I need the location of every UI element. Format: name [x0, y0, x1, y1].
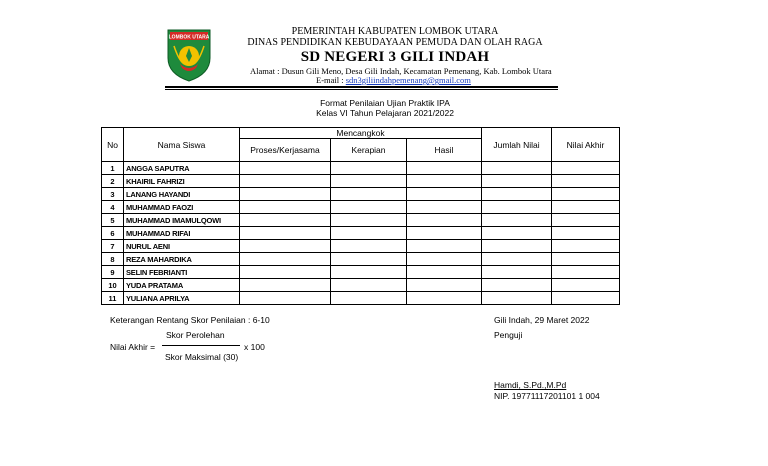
letterhead-heading	[230, 27, 560, 65]
score-final-cell[interactable]	[552, 240, 620, 253]
row-number: 9	[102, 266, 124, 279]
formula-denominator: Skor Maksimal (30)	[165, 352, 239, 362]
form-title: Format Penilaian Ujian Praktik IPA	[320, 98, 450, 108]
score-total-cell[interactable]	[482, 266, 552, 279]
row-number: 7	[102, 240, 124, 253]
score-total-cell[interactable]	[482, 279, 552, 292]
score-result-cell[interactable]	[407, 175, 482, 188]
school-address: Alamat : Dusun Gili Meno, Desa Gili Indah, Kecamatan Pemenang, Kab. Lombok Utara	[250, 66, 552, 76]
form-title-block	[250, 98, 520, 118]
score-neatness-cell[interactable]	[331, 201, 407, 214]
header-process: Proses/Kerjasama	[240, 139, 331, 162]
row-number: 8	[102, 253, 124, 266]
school-email-line	[316, 75, 471, 85]
score-result-cell[interactable]	[407, 188, 482, 201]
school-name: SD NEGERI 3 GILI INDAH	[300, 48, 490, 65]
email-link[interactable]: sdn3giliindahpemenang@gmail.com	[345, 75, 471, 85]
header-name: Nama Siswa	[124, 128, 240, 162]
score-neatness-cell[interactable]	[331, 266, 407, 279]
logo-text: LOMBOK UTARA	[168, 34, 210, 41]
score-neatness-cell[interactable]	[331, 227, 407, 240]
score-total-cell[interactable]	[482, 175, 552, 188]
score-total-cell[interactable]	[482, 240, 552, 253]
score-process-cell[interactable]	[240, 162, 331, 175]
score-final-cell[interactable]	[552, 279, 620, 292]
score-total-cell[interactable]	[482, 162, 552, 175]
government-name: PEMERINTAH KABUPATEN LOMBOK UTARA	[291, 26, 499, 37]
score-total-cell[interactable]	[482, 201, 552, 214]
row-number: 4	[102, 201, 124, 214]
letterhead-rule-thick	[165, 86, 558, 88]
score-process-cell[interactable]	[240, 292, 331, 305]
row-number: 1	[102, 162, 124, 175]
score-result-cell[interactable]	[407, 214, 482, 227]
student-name: REZA MAHARDIKA	[124, 253, 240, 266]
formula-multiplier: x 100	[244, 342, 265, 352]
row-number: 5	[102, 214, 124, 227]
table-row	[102, 279, 620, 292]
table-row	[102, 240, 620, 253]
place-date: Gili Indah, 29 Maret 2022	[494, 315, 590, 325]
student-name: LANANG HAYANDI	[124, 188, 240, 201]
score-process-cell[interactable]	[240, 240, 331, 253]
score-final-cell[interactable]	[552, 292, 620, 305]
score-final-cell[interactable]	[552, 227, 620, 240]
row-number: 10	[102, 279, 124, 292]
student-name: KHAIRIL FAHRIZI	[124, 175, 240, 188]
row-number: 11	[102, 292, 124, 305]
score-process-cell[interactable]	[240, 214, 331, 227]
score-neatness-cell[interactable]	[331, 279, 407, 292]
table-row	[102, 162, 620, 175]
score-result-cell[interactable]	[407, 292, 482, 305]
score-final-cell[interactable]	[552, 175, 620, 188]
table-row	[102, 292, 620, 305]
score-neatness-cell[interactable]	[331, 240, 407, 253]
score-process-cell[interactable]	[240, 227, 331, 240]
row-number: 6	[102, 227, 124, 240]
table-row	[102, 266, 620, 279]
grade-table	[101, 127, 620, 305]
grade-table-body	[102, 162, 620, 305]
score-process-cell[interactable]	[240, 266, 331, 279]
header-neatness: Kerapian	[331, 139, 407, 162]
header-total: Jumlah Nilai	[482, 128, 552, 162]
row-number: 3	[102, 188, 124, 201]
header-final: Nilai Akhir	[552, 128, 620, 162]
student-name: MUHAMMAD FAOZI	[124, 201, 240, 214]
score-result-cell[interactable]	[407, 279, 482, 292]
student-name: YUDA PRATAMA	[124, 279, 240, 292]
student-name: YULIANA APRILYA	[124, 292, 240, 305]
score-final-cell[interactable]	[552, 253, 620, 266]
score-result-cell[interactable]	[407, 266, 482, 279]
score-total-cell[interactable]	[482, 292, 552, 305]
score-neatness-cell[interactable]	[331, 292, 407, 305]
score-neatness-cell[interactable]	[331, 253, 407, 266]
student-name: ANGGA SAPUTRA	[124, 162, 240, 175]
score-process-cell[interactable]	[240, 253, 331, 266]
score-neatness-cell[interactable]	[331, 214, 407, 227]
student-name: MUHAMMAD IMAMULQOWI	[124, 214, 240, 227]
header-no: No	[102, 128, 124, 162]
score-process-cell[interactable]	[240, 175, 331, 188]
student-name: SELIN FEBRIANTI	[124, 266, 240, 279]
score-total-cell[interactable]	[482, 188, 552, 201]
score-result-cell[interactable]	[407, 240, 482, 253]
formula-numerator: Skor Perolehan	[166, 330, 225, 340]
score-final-cell[interactable]	[552, 188, 620, 201]
department-name: DINAS PENDIDIKAN KEBUDAYAAN PEMUDA DAN OLAH RAGA	[247, 36, 543, 48]
score-total-cell[interactable]	[482, 214, 552, 227]
score-total-cell[interactable]	[482, 227, 552, 240]
row-number: 2	[102, 175, 124, 188]
score-neatness-cell[interactable]	[331, 188, 407, 201]
score-final-cell[interactable]	[552, 201, 620, 214]
student-name: NURUL AENI	[124, 240, 240, 253]
letterhead-rule-thin	[165, 89, 558, 90]
examiner-name: Hamdi, S.Pd.,M.Pd	[494, 380, 567, 390]
table-row	[102, 175, 620, 188]
student-name: MUHAMMAD RIFAI	[124, 227, 240, 240]
examiner-nip: NIP. 19771117201101 1 004	[494, 391, 600, 401]
score-final-cell[interactable]	[552, 266, 620, 279]
table-row	[102, 201, 620, 214]
score-process-cell[interactable]	[240, 279, 331, 292]
header-result: Hasil	[407, 139, 482, 162]
examiner-role: Penguji	[494, 330, 523, 340]
table-row	[102, 188, 620, 201]
score-process-cell[interactable]	[240, 188, 331, 201]
score-total-cell[interactable]	[482, 253, 552, 266]
table-row	[102, 253, 620, 266]
form-subtitle: Kelas VI Tahun Pelajaran 2021/2022	[316, 108, 454, 119]
formula-label: Nilai Akhir =	[110, 342, 156, 352]
score-final-cell[interactable]	[552, 162, 620, 175]
header-group-mencangkok: Mencangkok	[240, 128, 482, 139]
table-row	[102, 214, 620, 227]
score-neatness-cell[interactable]	[331, 175, 407, 188]
score-range-note: Keterangan Rentang Skor Penilaian : 6-10	[110, 315, 270, 325]
email-label: E-mail :	[316, 75, 344, 85]
score-final-cell[interactable]	[552, 214, 620, 227]
school-logo	[166, 28, 212, 82]
table-row	[102, 227, 620, 240]
score-process-cell[interactable]	[240, 201, 331, 214]
score-result-cell[interactable]	[407, 201, 482, 214]
formula-fraction-line	[162, 345, 240, 346]
score-result-cell[interactable]	[407, 162, 482, 175]
score-result-cell[interactable]	[407, 253, 482, 266]
score-neatness-cell[interactable]	[331, 162, 407, 175]
score-result-cell[interactable]	[407, 227, 482, 240]
